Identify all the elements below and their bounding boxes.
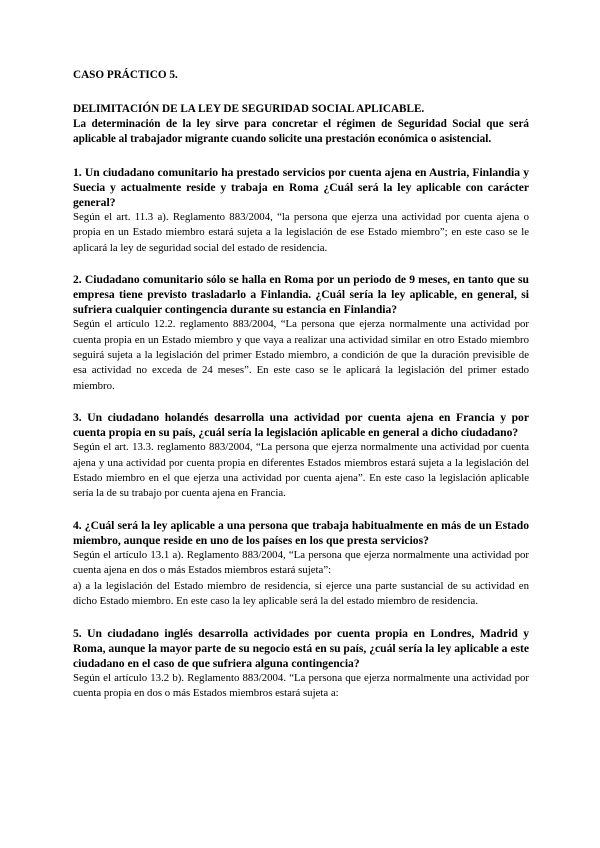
question-title: 4. ¿Cuál será la ley aplicable a una persona que trabaja habitualmente en más de un Estado miembro, aunque reside en uno de los países en los que presta servicios? xyxy=(73,518,529,547)
case-title: CASO PRÁCTICO 5. xyxy=(73,69,178,81)
document-page xyxy=(73,68,529,717)
question-answer: Según el art. 13.3. reglamento 883/2004, “La persona que ejerza normalmente una actividad por cuenta ajena y una actividad por cuenta propia en diferentes Estados miembros estará sujeta a la legislación del Estado miembro en el que ejerza una actividad por cuenta ajena”. En este caso la legislación aplicable sería la de su trabajo por cuenta ajena en Francia. xyxy=(73,441,529,500)
question-answer-item: a) a la legislación del Estado miembro de residencia, si ejerce una parte sustancial de su actividad en dicho Estado miembro. En este caso la ley aplicable será la del estado miembro de residencia. xyxy=(73,579,529,608)
question-answer: Según el artículo 13.1 a). Reglamento 883/2004, “La persona que ejerza normalmente una actividad por cuenta ajena en dos o más Estados miembros estará sujeta”: xyxy=(73,548,529,577)
question-title: 2. Ciudadano comunitario sólo se halla en Roma por un periodo de 9 meses, en tanto que su empresa tiene previsto trasladarlo a Finlandia. ¿Cuál sería la ley aplicable, en general, si sufriera cualquier contingencia durante su estancia en Finlandia? xyxy=(73,273,529,317)
question-4 xyxy=(73,518,529,610)
question-answer: Según el art. 11.3 a). Reglamento 883/2004, “la persona que ejerza una actividad por cuenta ajena o propia en un Estado miembro estará sujeta a la legislación de ese Estado miembro”; en este caso se le aplicará la ley de seguridad social del estado de residencia. xyxy=(73,211,529,254)
question-title: 5. Un ciudadano inglés desarrolla actividades por cuenta propia en Londres, Madrid y Roma, aunque la mayor parte de su negocio está en su país, ¿cuál sería la ley aplicable a este ciudadano en el caso de que sufriera alguna contingencia? xyxy=(73,626,529,670)
question-1 xyxy=(73,165,529,256)
question-title: 3. Un ciudadano holandés desarrolla una actividad por cuenta ajena en Francia y por cuenta propia en su país, ¿cuál sería la legislación aplicable en general a dicho ciudadano? xyxy=(73,411,529,440)
intro-paragraph: La determinación de la ley sirve para concretar el régimen de Seguridad Social que será aplicable al trabajador migrante cuando solicite una prestación económica o asistencial. xyxy=(73,118,529,145)
question-title: 1. Un ciudadano comunitario ha prestado servicios por cuenta ajena en Austria, Finlandia y Suecia y actualmente reside y trabaja en Roma ¿Cuál será la ley aplicable con carácter general? xyxy=(73,166,529,209)
question-answer: Según el artículo 13.2 b). Reglamento 883/2004. “La persona que ejerza normalmente una actividad por cuenta propia en dos o más Estados miembros estará sujeta a: xyxy=(73,671,529,699)
question-5 xyxy=(73,626,529,702)
question-answer: Según el artículo 12.2. reglamento 883/2004, “La persona que ejerza normalmente una actividad por cuenta propia en un Estado miembro y que vaya a realizar una actividad similar en otro Estado miembro seguirá sujeta a la legislación del primer Estado miembro, a condición de que la duración previsible de esa actividad no exceda de 24 meses”. En este caso se le aplicará la legislación del primer estado miembro. xyxy=(73,318,529,392)
question-2 xyxy=(73,272,529,394)
section-heading: DELIMITACIÓN DE LA LEY DE SEGURIDAD SOCIAL APLICABLE. xyxy=(73,103,425,115)
question-3 xyxy=(73,410,529,502)
